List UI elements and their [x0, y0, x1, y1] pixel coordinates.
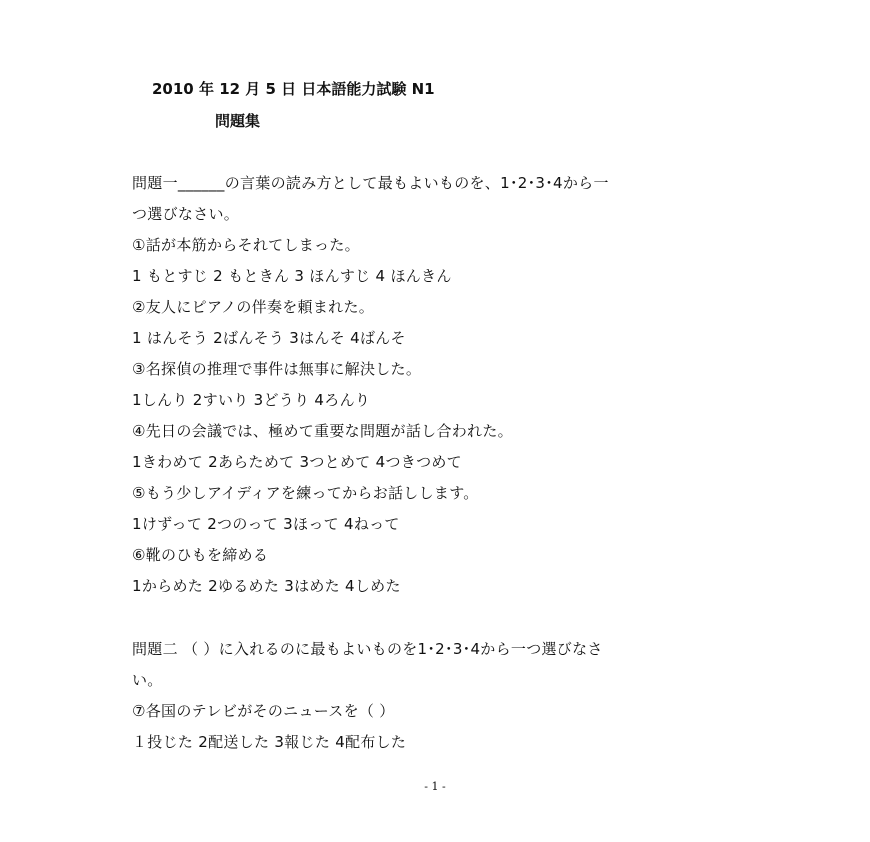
- question-2-options: 1 はんそう 2ばんそう 3はんそ 4ばんそ: [132, 329, 406, 347]
- question-3-text: ③名探偵の推理で事件は無事に解決した。: [132, 360, 422, 378]
- question-4-options: 1きわめて 2あらためて 3つとめて 4つきつめて: [132, 453, 462, 471]
- section2-instruction: 問題二 （ ）に入れるのに最もよいものを1･2･3･4から一つ選びなさ: [132, 640, 603, 658]
- question-7-text: ⑦各国のテレビがそのニュースを（ ）: [132, 702, 395, 720]
- document-subtitle: 問題集: [215, 112, 261, 130]
- question-4-text: ④先日の会議では、極めて重要な問題が話し合われた。: [132, 422, 513, 440]
- section1-instruction-cont: つ選びなさい。: [132, 205, 240, 223]
- page-number: - 1 -: [424, 780, 446, 793]
- document-title: 2010 年 12 月 5 日 日本語能力試験 N1: [152, 80, 435, 98]
- question-6-text: ⑥靴のひもを締める: [132, 546, 269, 564]
- question-3-options: 1しんり 2すいり 3どうり 4ろんり: [132, 391, 371, 409]
- question-1-text: ①話が本筋からそれてしまった。: [132, 236, 360, 254]
- section1-instruction: 問題一______の言葉の読み方として最もよいものを、1･2･3･4から一: [132, 174, 609, 192]
- question-7-options: １投じた 2配送した 3報じた 4配布した: [132, 733, 407, 751]
- question-5-options: 1けずって 2つのって 3ほって 4ねって: [132, 515, 400, 533]
- section2-instruction-cont: い。: [132, 671, 163, 689]
- question-6-options: 1からめた 2ゆるめた 3はめた 4しめた: [132, 577, 401, 595]
- question-1-options: 1 もとすじ 2 もときん 3 ほんすじ 4 ほんきん: [132, 267, 452, 285]
- question-2-text: ②友人にピアノの伴奏を頼まれた。: [132, 298, 375, 316]
- question-5-text: ⑤もう少しアイディアを練ってからお話しします。: [132, 484, 479, 502]
